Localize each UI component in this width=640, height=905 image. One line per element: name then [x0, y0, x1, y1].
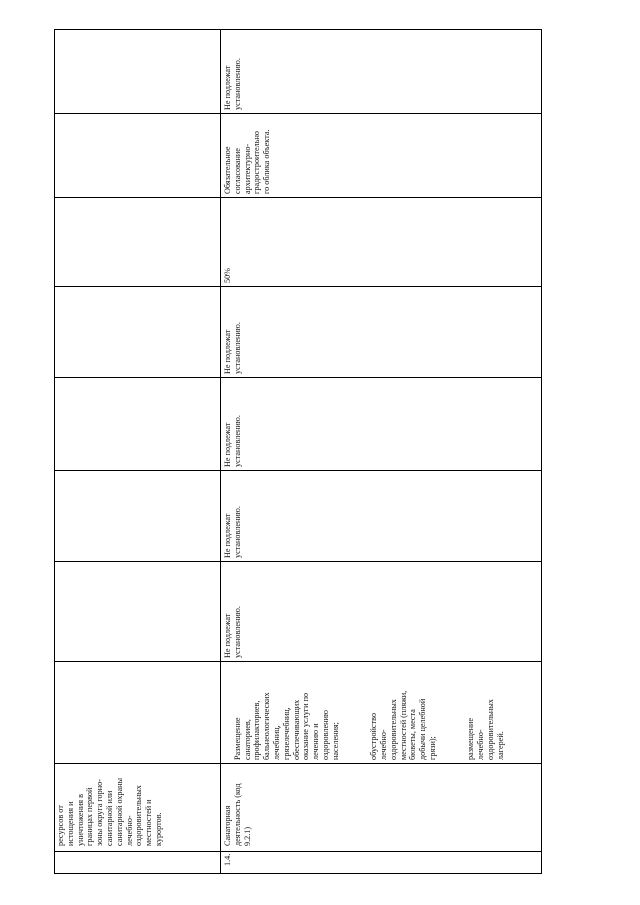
row-divider — [54, 851, 542, 852]
row-2-cell-other: Не подлежат установлению. — [223, 58, 242, 110]
row-2-cell-min-area: Не подлежат установлению. — [223, 606, 242, 658]
row-divider — [54, 561, 542, 562]
row-divider — [54, 470, 542, 471]
row-2-cell-setback: Не подлежат установлению. — [223, 415, 242, 467]
row-2-cell-floors: Не подлежат установлению. — [223, 322, 242, 374]
description-paragraph-2: обустройство лечебно- оздоровительных местностей (пляжи, бюветы, места добычи целебной грязи); — [369, 690, 437, 760]
row-2-cell-architecture: Обязательное согласование архитектурно- градостроительно го облика объекта. — [223, 129, 272, 194]
row-divider — [54, 377, 542, 378]
row-2-description-cell — [223, 585, 515, 760]
table-border-left — [54, 29, 55, 874]
row-2-cell-max-area: Не подлежат установлению. — [223, 506, 242, 558]
row-2-name-cell: Санаторная деятельность (код 9.2.1) — [223, 783, 252, 846]
table-border-right — [541, 29, 542, 874]
row-2-index-cell: 1.4. — [223, 853, 232, 866]
row-2-cell-coverage: 50% — [223, 267, 232, 283]
row-1-name-cell: ресурсов от истощения и уничтожения в границах первой зоны округа горно- санитарной или санитарной охраны лечебно- оздоровительных местностей и курортов. — [56, 777, 163, 846]
table-border-bottom — [54, 873, 542, 874]
row-divider — [54, 197, 542, 198]
row-divider — [54, 286, 542, 287]
table-border-top — [54, 29, 542, 30]
description-paragraph-3: размещение лечебно- оздоровительных лагерей. — [466, 699, 505, 760]
column-divider — [220, 29, 221, 874]
row-divider — [54, 113, 542, 114]
description-paragraph-1: Размещение санаториев, профилакториев, бальнеологических лечебниц, грязелечебниц, обеспечивающих оказание услуги по лечению и оздоровлению населения; — [232, 692, 340, 760]
